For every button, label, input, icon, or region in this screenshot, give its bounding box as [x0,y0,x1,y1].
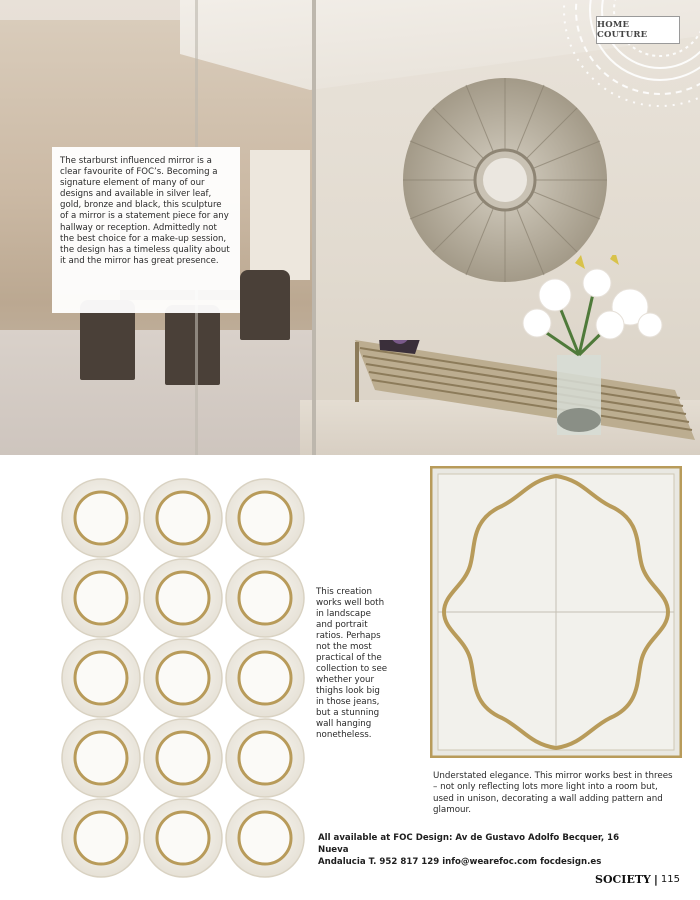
section-label [596,16,680,44]
arabesque-caption: Understated elegance. This mirror works best in threes – not only reflecting lots more light into a room but, used in unison, decorating a wall adding pattern and glamour. [433,771,673,815]
arabesque-caption-block [433,771,673,816]
circle-mirror-element [226,479,304,557]
circle-mirror-element [62,799,140,877]
page-footer [595,873,680,886]
dining-chair [240,270,290,340]
interior-window [250,150,310,280]
circle-mirror-element [62,639,140,717]
circle-mirror-element [62,559,140,637]
section-label-text: HOME COUTURE [597,20,648,40]
page-separator: | [653,873,658,886]
sunburst-caption: The starburst influenced mirror is a clear favourite of FOC’s. Becoming a signature element of many of our designs and available in silver leaf, gold, bronze and black, this sculpture of a mirror is a statement piece for any hallway or reception. Admittedly not the best choice for a make-up session, the design has a timeless quality about it and the mirror has great presence. [60,156,230,266]
glass-door-frame [312,0,316,455]
circles-caption: This creation works well both in landscape and portrait ratios. Perhaps not the most practical of the collection to see whether your thighs look big in those jeans, but a stunning wall hanging nonetheless. [316,587,388,740]
circles-mirror [58,474,308,882]
dining-chair [165,305,220,385]
circle-mirror-element [62,479,140,557]
circle-mirror-element [226,559,304,637]
circle-mirror-element [226,639,304,717]
circle-mirror-element [62,719,140,797]
sunburst-caption-box [52,147,240,313]
carpet [0,330,315,455]
circle-mirror-element [226,719,304,797]
circle-mirror-element [226,799,304,877]
publication-name: SOCIETY [595,873,651,886]
page-number: 115 [660,874,680,885]
arabesque-mirror [430,466,682,758]
circle-mirror-element [144,559,222,637]
sunburst-mirror [400,75,610,285]
circle-mirror-element [144,639,222,717]
store-info [318,832,648,868]
lily-flowers [515,255,675,440]
circle-mirror-element [144,799,222,877]
circle-mirror-element [144,479,222,557]
circles-caption-block [316,587,388,741]
store-info-line1: All available at FOC Design: Av de Gustavo Adolfo Becquer, 16 Nueva [318,833,620,855]
circle-mirror-element [144,719,222,797]
store-info-line2: Andalucia T. 952 817 129 info@wearefoc.com focdesign.es [318,857,602,867]
